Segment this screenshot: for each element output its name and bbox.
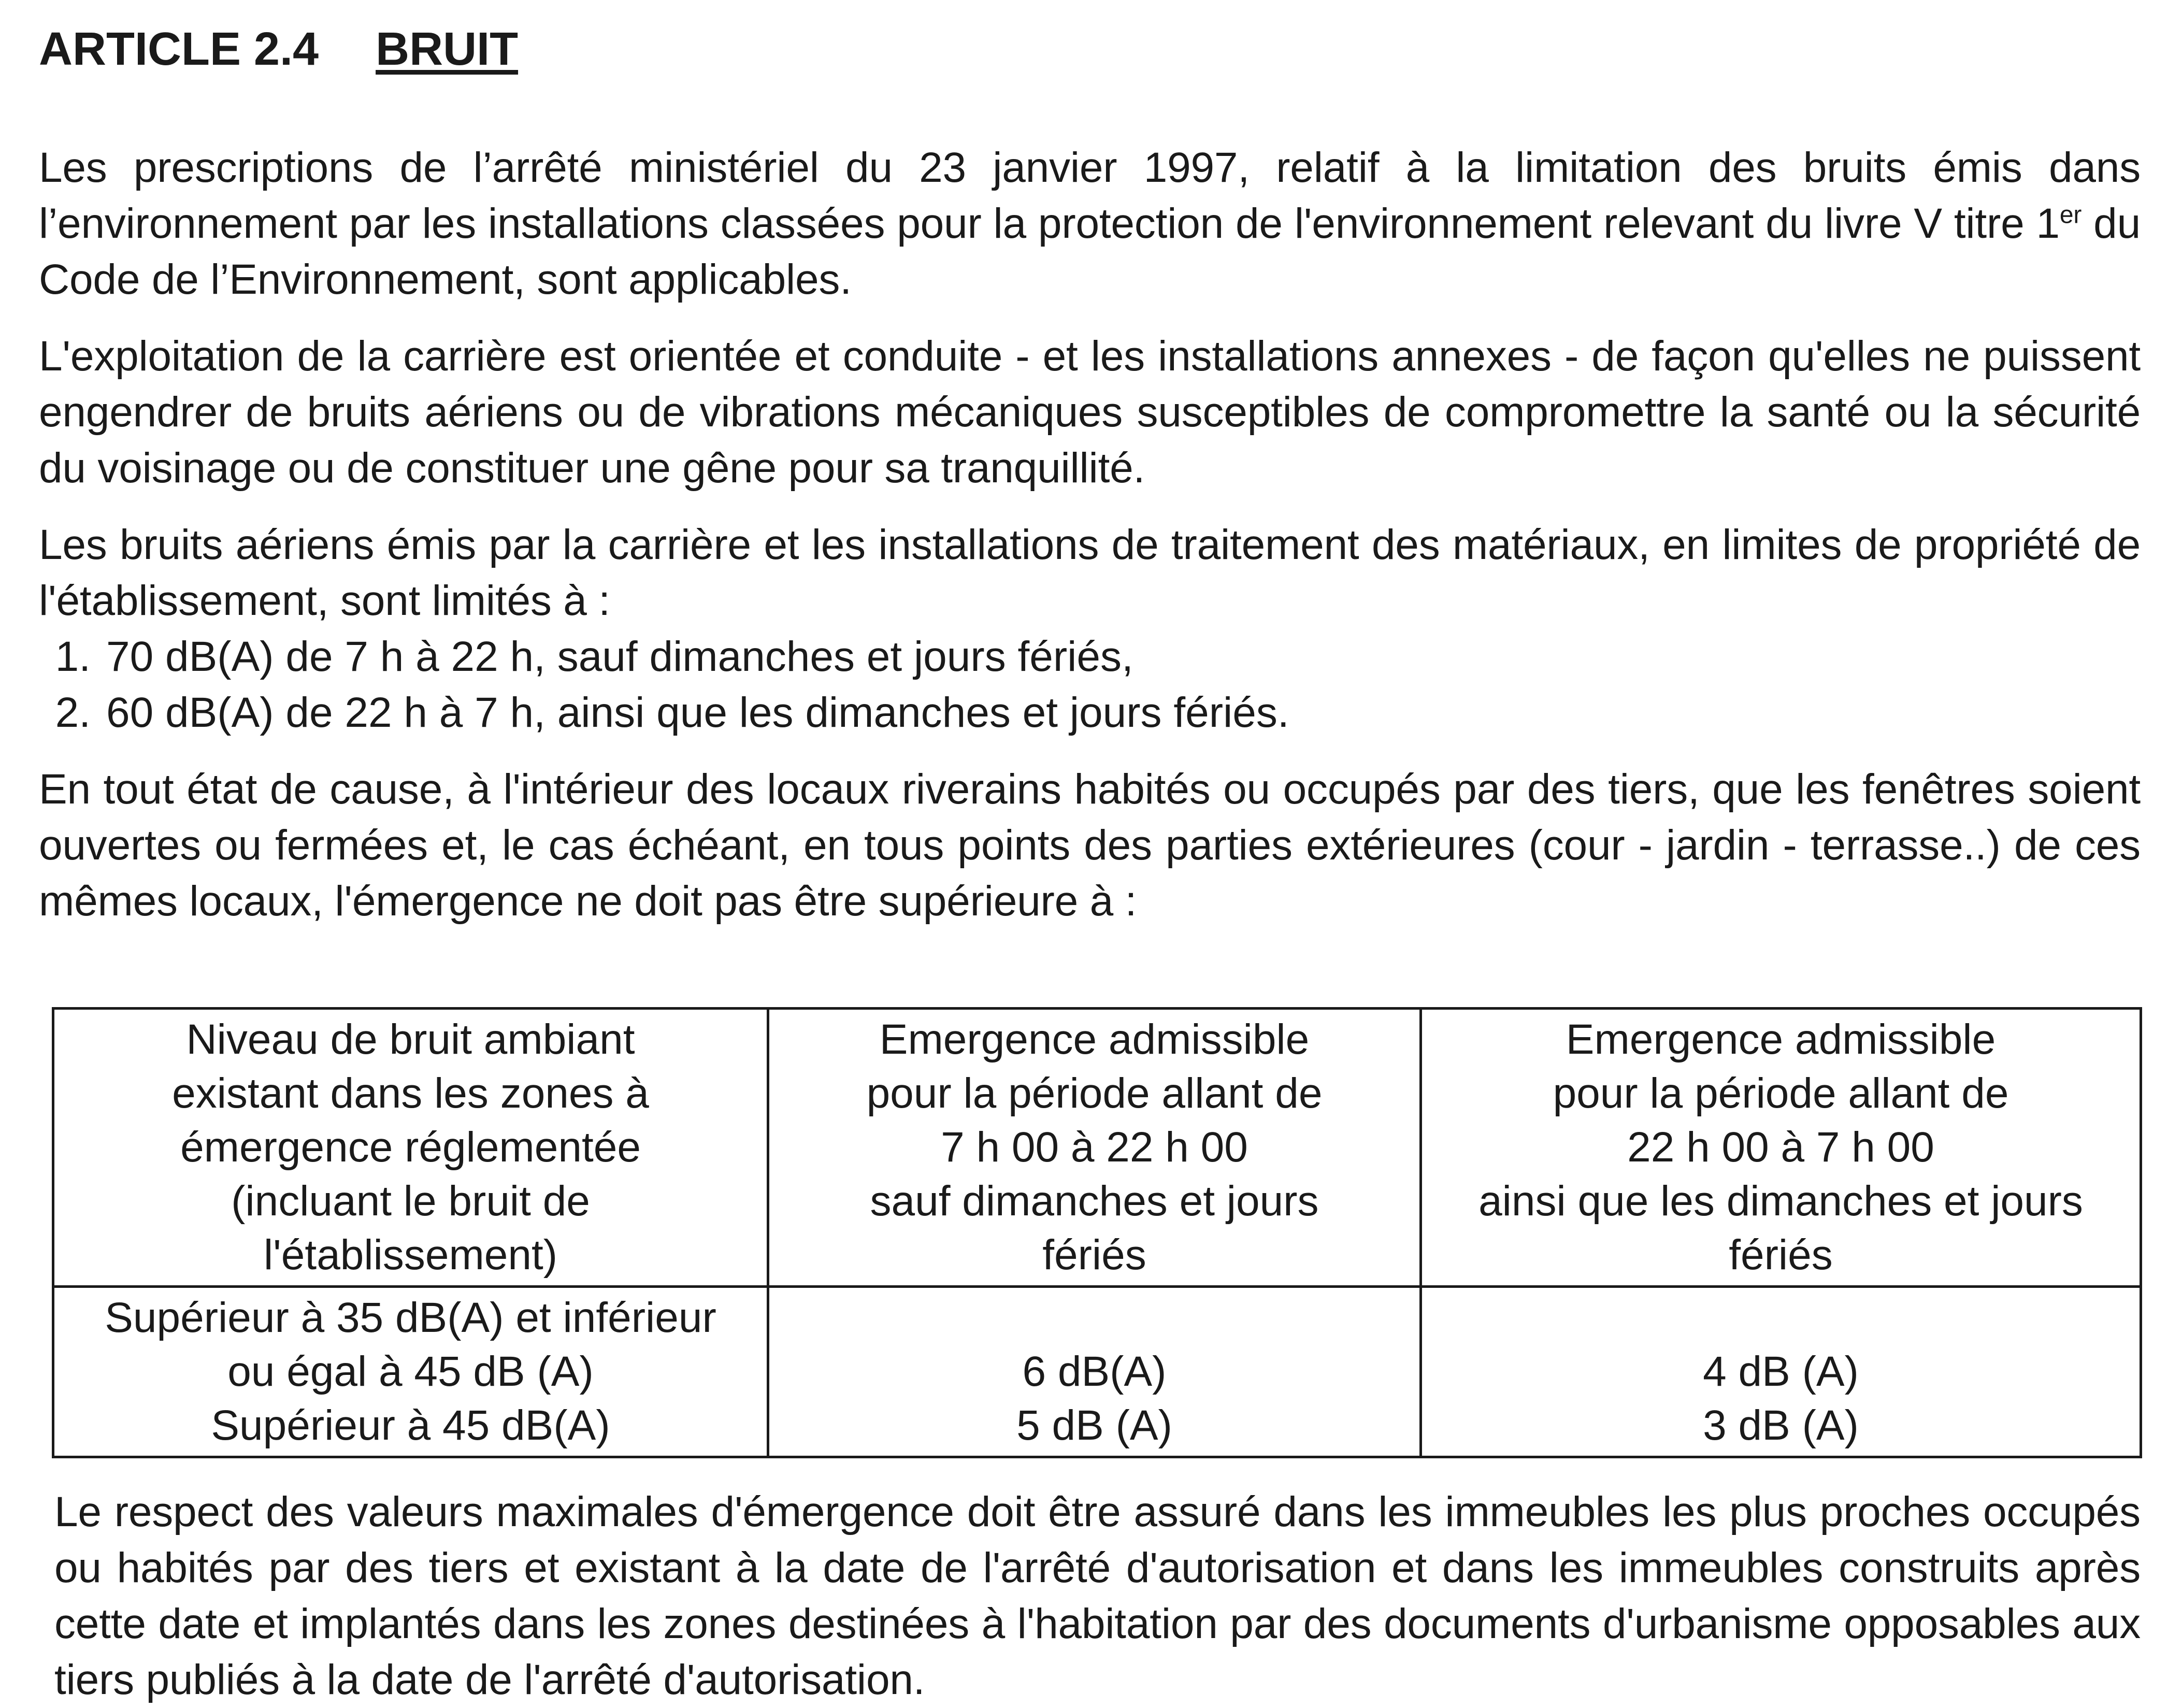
cell-line: existant dans les zones à — [172, 1070, 649, 1117]
paragraph-respect-valeurs: Le respect des valeurs maximales d'émergence doit être assuré dans les immeubles les plus proches occupés ou habités par des tiers et existant à la date de l'arrêté d'autorisation et dans les immeubles construits après cette date et implantés dans les zones destinées à l'habitation par des documents d'urbanisme opposables aux tiers publiés à la date de l'arrêté d'autorisation. — [54, 1488, 2141, 1703]
table-row — [53, 1287, 2141, 1457]
paragraph-prescriptions — [39, 140, 2141, 308]
cell-line: 22 h 00 à 7 h 00 — [1627, 1124, 1934, 1171]
article-title: BRUIT — [376, 23, 519, 75]
header-cell-ambient-level — [53, 1009, 768, 1287]
paragraph-prescriptions-end: du Code de l’Environnement, sont applicables. — [39, 200, 2141, 303]
cell-line: sauf dimanches et jours — [870, 1178, 1319, 1225]
header-cell-day-emergence — [768, 1009, 1421, 1287]
cell-line: Emergence admissible — [879, 1016, 1310, 1063]
cell-line: 4 dB (A) — [1703, 1348, 1859, 1395]
list-item-text: 60 dB(A) de 22 h à 7 h, ainsi que les dimanches et jours fériés. — [106, 689, 1289, 736]
cell-line: 3 dB (A) — [1703, 1402, 1859, 1449]
list-item-text: 70 dB(A) de 7 h à 22 h, sauf dimanches et jours fériés, — [106, 633, 1133, 680]
cell-line: pour la période allant de — [866, 1070, 1323, 1117]
cell-line: pour la période allant de — [1553, 1070, 2009, 1117]
cell-line: fériés — [1729, 1231, 1833, 1279]
list-marker: 1. — [55, 633, 91, 680]
noise-limits-list — [39, 629, 2141, 741]
article-number: ARTICLE 2.4 — [39, 23, 319, 75]
article-heading — [39, 23, 2141, 75]
list-marker: 2. — [55, 689, 91, 736]
body-cell-ambient-ranges — [53, 1287, 768, 1457]
table-header-row — [53, 1009, 2141, 1287]
cell-line: 7 h 00 à 22 h 00 — [941, 1124, 1248, 1171]
cell-line: Emergence admissible — [1566, 1016, 1996, 1063]
cell-line: Niveau de bruit ambiant — [186, 1016, 635, 1063]
paragraph-prescriptions-text: Les prescriptions de l’arrêté ministériel du 23 janvier 1997, relatif à la limitation des bruits émis dans l’environnement par les installations classées pour la protection de l'environnement relevant du livre V titre 1 — [39, 144, 2141, 247]
body-cell-day-values — [768, 1287, 1421, 1457]
cell-line: fériés — [1042, 1231, 1146, 1279]
cell-line: ou égal à 45 dB (A) — [227, 1348, 594, 1395]
header-cell-night-emergence — [1421, 1009, 2141, 1287]
cell-line: 6 dB(A) — [1022, 1348, 1167, 1395]
paragraph-emergence: En tout état de cause, à l'intérieur des locaux riverains habités ou occupés par des tiers, que les fenêtres soient ouvertes ou fermées et, le cas échéant, en tous points des parties extérieures (cour - jardin - terrasse..) de ces mêmes locaux, l'émergence ne doit pas être supérieure à : — [39, 766, 2141, 925]
list-item — [39, 685, 2141, 741]
cell-line: émergence réglementée — [180, 1124, 641, 1171]
cell-line: Supérieur à 45 dB(A) — [211, 1402, 610, 1449]
emergence-table — [52, 1007, 2142, 1458]
body-cell-night-values — [1421, 1287, 2141, 1457]
cell-line: Supérieur à 35 dB(A) et inférieur — [105, 1294, 716, 1341]
cell-line: (incluant le bruit de — [231, 1178, 590, 1225]
cell-line: l'établissement) — [263, 1231, 558, 1279]
cell-line: ainsi que les dimanches et jours — [1478, 1178, 2083, 1225]
list-item — [39, 629, 2141, 685]
paragraph-exploitation: L'exploitation de la carrière est orientée et conduite - et les installations annexes - de façon qu'elles ne puissent engendrer de bruits aériens ou de vibrations mécaniques susceptibles de compromettre la santé ou la sécurité du voisinage ou de constituer une gêne pour sa tranquillité. — [39, 333, 2141, 492]
paragraph-bruits-aeriens: Les bruits aériens émis par la carrière et les installations de traitement des matériaux, en limites de propriété de l'établissement, sont limités à : — [39, 521, 2141, 624]
cell-line: 5 dB (A) — [1016, 1402, 1172, 1449]
ordinal-superscript: er — [2059, 201, 2082, 229]
